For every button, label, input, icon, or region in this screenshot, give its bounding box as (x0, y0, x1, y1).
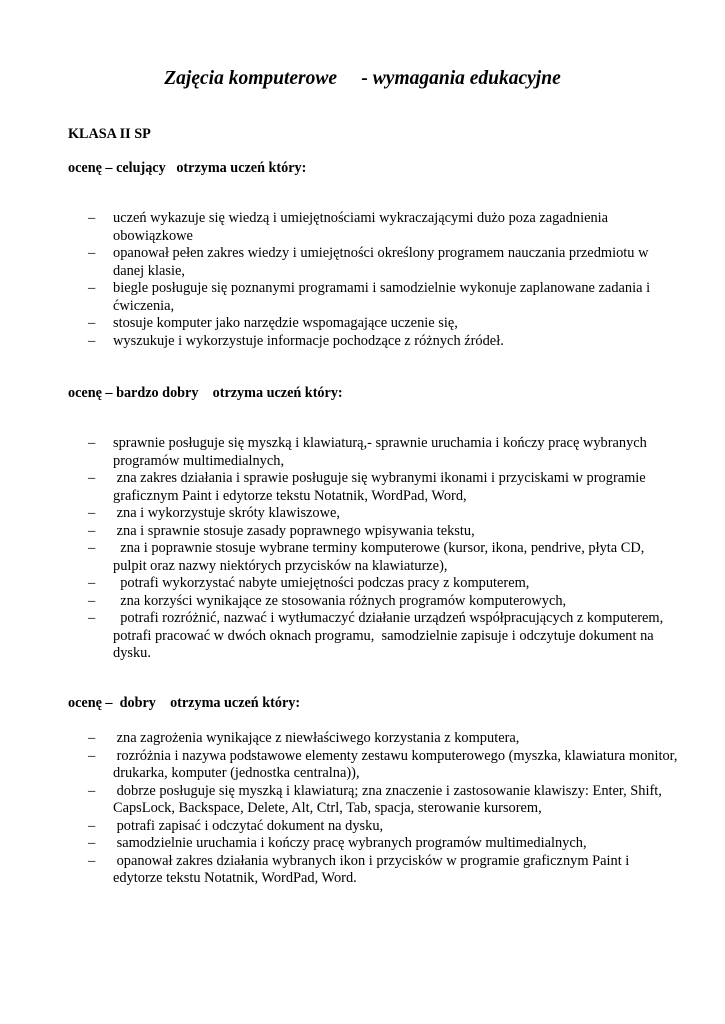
list-item: – rozróżnia i nazywa podstawowe elementy zestawu komputerowego (myszka, klawiatura monitor, drukarka, komputer (jednostka centralna)), (88, 747, 682, 781)
list-item: – potrafi rozróżnić, nazwać i wytłumaczyć działanie urządzeń współpracujących z komputerem, potrafi pracować w dwóch oknach programu, samodzielnie zapisuje i odczytuje dokument na dysku. (88, 610, 671, 661)
document-title: Zajęcia komputerowe - wymagania edukacyjne (164, 68, 561, 89)
section-heading-bardzo-dobry: ocenę – bardzo dobry otrzyma uczeń który: (68, 385, 343, 401)
list-item: – zna korzyści wynikające ze stosowania różnych programów komputerowych, (88, 592, 567, 609)
list-item: – samodzielnie uruchamia i kończy pracę wybranych programów multimedialnych, (88, 835, 587, 851)
list-item: – biegle posługuje się poznanymi programami i samodzielnie wykonuje zaplanowane zadania i ćwiczenia, (88, 280, 654, 314)
list-item: – potrafi wykorzystać nabyte umiejętności podczas pracy z komputerem, (88, 575, 530, 591)
list-item: – zna i wykorzystuje skróty klawiszowe, (88, 505, 341, 521)
class-label: KLASA II SP (68, 126, 151, 142)
requirements-list-dobry (88, 730, 682, 888)
list-item: – zna zagrożenia wynikające z niewłaściwego korzystania z komputera, (88, 730, 520, 746)
list-item: – uczeń wykazuje się wiedzą i umiejętnościami wykraczającymi dużo poza zagadnienia obowiązkowe (88, 210, 612, 244)
list-item: – potrafi zapisać i odczytać dokument na dysku, (88, 817, 384, 834)
list-item: – zna i sprawnie stosuje zasady poprawnego wpisywania tekstu, (88, 522, 475, 539)
list-item: – opanował pełen zakres wiedzy i umiejętności określony programem nauczania przedmiotu w danej klasie, (88, 245, 653, 279)
requirements-list-celujacy (88, 210, 678, 350)
list-item: – wyszukuje i wykorzystuje informacje pochodzące z różnych źródeł. (88, 332, 504, 349)
list-item: – zna zakres działania i sprawie posługuje się wybranymi ikonami i przyciskami w programie graficznym Paint i edytorze tekstu Notatnik, WordPad, Word, (88, 470, 650, 504)
section-heading-celujacy: ocenę – celujący otrzyma uczeń który: (68, 160, 307, 176)
list-item: – sprawnie posługuje się myszką i klawiaturą,- sprawnie uruchamia i kończy pracę wybranych programów multimedialnych, (88, 435, 651, 469)
requirements-list-bardzo-dobry (88, 435, 678, 663)
list-item: – opanował zakres działania wybranych ikon i przycisków w programie graficznym Paint i edytorze tekstu Notatnik, WordPad, Word. (88, 852, 633, 886)
list-item: – zna i poprawnie stosuje wybrane terminy komputerowe (kursor, ikona, pendrive, płyta CD, pulpit oraz nazwy niektórych przycisków na klawiaturze), (88, 540, 648, 574)
section-heading-dobry: ocenę – dobry otrzyma uczeń który: (68, 695, 301, 711)
list-item: – dobrze posługuje się myszką i klawiaturą; zna znaczenie i zastosowanie klawiszy: Enter, Shift, CapsLock, Backspace, Delete, Alt, Ctrl, Tab, spacja, sterowanie kursorem, (88, 782, 677, 816)
list-item: – stosuje komputer jako narzędzie wspomagające uczenie się, (88, 315, 458, 331)
